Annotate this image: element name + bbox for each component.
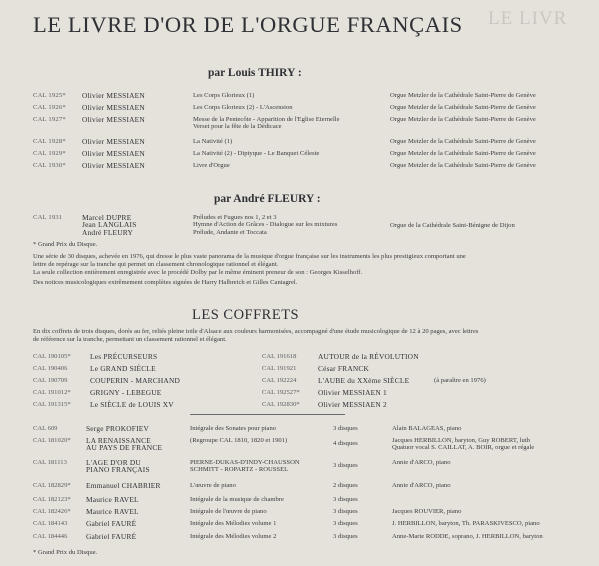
work-title [190,520,276,527]
work-line: Verset pour la fête de la Dédicace [193,123,282,131]
composer [86,508,139,515]
work-line: Les Corps Glorieux (2) - L'Ascension [193,104,293,111]
work-line: Intégrale de l'œuvre de piano [190,508,267,515]
composer [86,459,150,474]
work-title [190,508,267,515]
work-title [193,104,293,111]
catalog-number: CAL 1927* [33,116,66,123]
composer [86,437,162,452]
work-title [190,496,284,503]
composer-line: LA RENAISSANCE [86,436,152,445]
performer [392,520,540,527]
catalog-number: CAL 181113 [33,459,67,466]
coffret-note: (à paraître en 1976) [434,377,486,384]
fleury-heading: par André FLEURY : [214,193,321,205]
disk-count: 3 disques [333,496,358,503]
coffret-title: César FRANCK [318,364,370,373]
organ-location: Orgue Metzler de la Cathédrale Saint-Pierre de Genève [390,92,536,99]
catalog-number: CAL 192830* [262,401,300,408]
disk-count: 3 disques [333,425,358,432]
catalog-number: CAL 190709 [33,377,68,384]
performer [392,533,543,540]
coffret-title: L'AUBE du XXème SIÈCLE [318,376,410,385]
fleury-composers [82,214,137,236]
catalog-number: CAL 182123* [33,496,71,503]
catalog-number: CAL 1929* [33,150,66,157]
disk-count: 4 disques [333,440,358,447]
disk-count: 2 disques [333,482,358,489]
performer [392,425,461,432]
composer-line: Gabriel FAURÉ [86,519,137,528]
catalog-number: CAL 191012* [33,389,71,396]
catalog-number: CAL 1928* [33,138,66,145]
composer-line: Serge PROKOFIEV [86,424,150,433]
performer [392,437,534,452]
catalog-number: CAL 184446 [33,533,68,540]
coffret-title: Le SIÈCLE de LOUIS XV [90,400,174,409]
series-description [33,253,466,287]
intro-line: de référence sur la tranche, permettant un classement rationnel et élégant. [33,336,227,343]
work-line: Intégrale de la musique de chambre [190,496,284,503]
coffrets-title: LES COFFRETS [192,307,300,323]
catalog-number: CAL 1926* [33,104,66,111]
catalog-number: CAL 191921 [262,365,297,372]
performer-line: J. HERBILLON, baryton, Th. PARASKIVESCO, piano [392,520,540,527]
work-line: PIERNE-DUKAS-D'INDY-CHAUSSON [190,459,300,466]
organ-location: Orgue Metzler de la Cathédrale Saint-Pierre de Genève [390,116,536,123]
composer: Olivier MESSIAEN [82,149,145,158]
work-line: SCHMITT - ROPARTZ - ROUSSEL [190,466,289,474]
performer-line: Jacques HERBILLON, baryton, Guy ROBERT, luth [392,437,530,444]
bleed-through-title: LE LIVR [488,8,568,29]
work-line: Les Corps Glorieux (1) [193,92,255,99]
catalog-number: CAL 1930* [33,162,66,169]
page-title: LE LIVRE D'OR DE L'ORGUE FRANÇAIS [33,12,463,37]
composer: Olivier MESSIAEN [82,161,145,170]
work-line: Intégrale des Sonates pour piano [190,425,277,432]
catalog-number: CAL 191315* [33,401,71,408]
performer [392,482,451,489]
composer [86,496,139,503]
work-line: Intégrale des Mélodies volume 1 [190,520,277,527]
work-title: Préludes et Fugues nos 1, 2 et 3 [193,214,277,221]
composer-line: Maurice RAVEL [86,507,139,516]
coffret-title: COUPERIN - MARCHAND [90,376,181,385]
work-line: Livre d'Orgue [193,162,230,169]
coffret-title: GRIGNY - LEBEGUE [90,388,162,397]
composer [86,533,136,540]
grand-prix-note: * Grand Prix du Disque. [33,241,98,248]
performer [392,508,461,515]
composer-line: AU PAYS DE FRANCE [86,443,163,453]
work-line: La Nativité (2) - Diptyque - Le Banquet Céleste [193,150,320,157]
composer-line: Emmanuel CHABRIER [86,481,161,490]
work-line: Messe de la Pentecôte - Apparition de l'Eglise Eternelle [193,116,340,123]
organ-location: Orgue Metzler de la Cathédrale Saint-Pierre de Genève [390,150,536,157]
composer: Olivier MESSIAEN [82,91,145,100]
catalog-number: CAL 192527* [262,389,300,396]
disk-count: 3 disques [333,508,358,515]
composer-line: Gabriel FAURÉ [86,532,137,541]
work-title [193,116,340,131]
work-line: (Regroupe CAL 1810, 1820 et 1901) [190,437,288,444]
work-title [193,162,230,169]
coffret-title: AUTOUR de la RÉVOLUTION [318,352,419,361]
grand-prix-footnote: * Grand Prix du Disque. [33,549,98,556]
organ-location: Orgue de la Cathédrale Saint-Bénigne de Dijon [390,222,515,229]
divider [190,414,345,415]
catalog-number: CAL 1931 [33,214,63,221]
composer-line: L'AGE D'OR DU [86,458,141,467]
description-line: Une série de 30 disques, achevée en 1976, qui dresse le plus vaste panorama de la musique d'orgue française sur les instruments les plus prestigieux comportant une [33,253,466,260]
composer: André FLEURY [82,227,134,237]
catalog-number: CAL 182829* [33,482,71,489]
catalog-number: CAL 192224 [262,377,297,384]
work-title [193,92,254,99]
disk-count: 3 disques [333,462,358,469]
work-title [190,533,276,540]
organ-location: Orgue Metzler de la Cathédrale Saint-Pierre de Genève [390,162,536,169]
work-title: Hymne d'Action de Grâces - Dialogue sur les mixtures [193,221,338,229]
work-line: L'œuvre de piano [190,482,236,489]
catalog-number: CAL 181020* [33,437,71,444]
composer [86,482,161,489]
disk-count: 3 disques [333,520,358,527]
catalog-number: CAL 609 [33,425,58,432]
performer-line: Quatuor vocal S. CAILLAT, A. BOIR, orgue et régale [392,444,535,452]
composer: Olivier MESSIAEN [82,137,145,146]
coffret-title: Les PRÉCURSEURS [90,352,158,361]
composer: Marcel DUPRE [82,213,132,222]
description-line: La seule collection entièrement enregistrée avec le procédé Dolby par le même éminent preneur de son : Georges Kisselhoff. [33,269,363,276]
performer [392,459,451,466]
work-title [193,150,319,157]
work-line: La Nativité (1) [193,138,233,145]
catalog-number: CAL 182426* [33,508,71,515]
performer-line: Annie d'ARCO, piano [392,459,451,466]
catalog-number: CAL 191618 [262,353,297,360]
thiry-heading: par Louis THIRY : [208,67,302,79]
composer-line: Maurice RAVEL [86,495,139,504]
work-title [190,459,300,474]
work-title [190,482,236,489]
work-title [193,138,232,145]
composer: Olivier MESSIAEN [82,103,145,112]
coffret-title: Olivier MESSIAEN 1 [318,388,387,397]
work-title [190,437,287,444]
performer-line: Jacques ROUVIER, piano [392,508,462,515]
work-line: Intégrale des Mélodies volume 2 [190,533,277,540]
composer: Jean LANGLAIS [82,220,137,230]
performer-line: Annie d'ARCO, piano [392,482,451,489]
disk-count: 3 disques [333,533,358,540]
work-title: Prélude, Andante et Toccata [193,228,267,236]
coffrets-intro [33,328,478,344]
composer-line: PIANO FRANÇAIS [86,465,150,475]
intro-line: En dix coffrets de trois disques, dorés au fer, reliés pleine toile d'Alsace aux couleurs harmonisées, accompagné d'une étude musicologique de 12 à 20 pages, avec lettres [33,328,479,335]
work-title [190,425,276,432]
catalog-number: CAL 190105* [33,353,71,360]
composer [86,520,136,527]
coffret-title: Olivier MESSIAEN 2 [318,400,387,409]
catalog-number: CAL 184143 [33,520,68,527]
description-line: Des notices musicologiques extrêmement complètes signées de Harry Halbreich et Gilles Cantagrel. [33,279,298,286]
organ-location: Orgue Metzler de la Cathédrale Saint-Pierre de Genève [390,104,536,111]
organ-location: Orgue Metzler de la Cathédrale Saint-Pierre de Genève [390,138,536,145]
catalog-number: CAL 1925* [33,92,66,99]
coffret-title: Le GRAND SIÈCLE [90,364,156,373]
description-line: lettre de repérage sur la tranche qui permet un classement chronologique rationnel et élégant. [33,261,279,268]
performer-line: Alain BALAGEAS, piano [392,425,462,432]
composer: Olivier MESSIAEN [82,115,145,124]
performer-line: Anne-Marie RODDE, soprano, J. HERBILLON, baryton [392,533,543,540]
catalog-number: CAL 190406 [33,365,68,372]
composer [86,425,149,432]
fleury-works [193,214,337,236]
